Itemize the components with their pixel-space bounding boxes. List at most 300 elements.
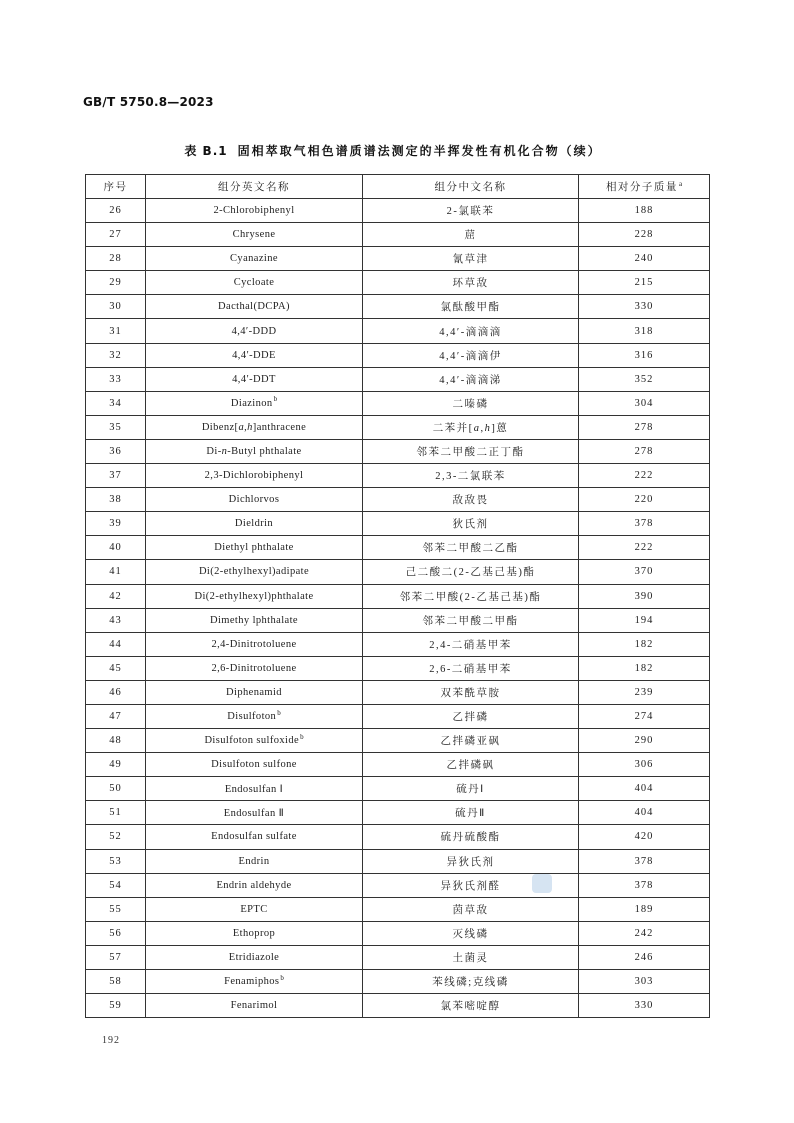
cell-text: 26 bbox=[109, 205, 122, 217]
table-row bbox=[86, 488, 710, 512]
cell-number bbox=[86, 391, 146, 415]
cell-chinese-name bbox=[363, 753, 579, 777]
cell-number bbox=[86, 295, 146, 319]
cell-text: Endrin aldehyde bbox=[216, 879, 292, 891]
cell-text: 330 bbox=[634, 301, 654, 313]
cell-text: 378 bbox=[634, 879, 654, 891]
cell-text: Cyanazine bbox=[230, 253, 278, 265]
column-header-label: 序号 bbox=[103, 182, 128, 193]
table-caption bbox=[85, 143, 701, 159]
cell-molecular-weight bbox=[579, 994, 710, 1018]
footnote-marker: b bbox=[300, 732, 304, 741]
watermark-logo bbox=[532, 874, 552, 893]
table-row bbox=[86, 608, 710, 632]
cell-text: 44 bbox=[109, 638, 122, 650]
text-segment: ]anthracene bbox=[252, 421, 307, 433]
cell-number bbox=[86, 343, 146, 367]
cell-text: 240 bbox=[634, 253, 654, 265]
cell-text: Endosulfan Ⅰ bbox=[224, 783, 284, 795]
text-segment: Di- bbox=[206, 445, 222, 457]
cell-text: Fenamiphos bbox=[224, 976, 280, 988]
cell-text: 邻苯二甲酸(2-乙基己基)酯 bbox=[399, 591, 542, 603]
cell-text: 2-氯联苯 bbox=[446, 206, 495, 218]
cell-number bbox=[86, 271, 146, 295]
cell-english-name bbox=[146, 488, 363, 512]
cell-chinese-name bbox=[363, 970, 579, 994]
cell-chinese-name bbox=[363, 391, 579, 415]
cell-chinese-name bbox=[363, 994, 579, 1018]
cell-number bbox=[86, 849, 146, 873]
column-header-label: 组分英文名称 bbox=[218, 182, 290, 193]
cell-text: 41 bbox=[109, 566, 122, 578]
cell-molecular-weight bbox=[579, 753, 710, 777]
cell-text: Diethyl phthalate bbox=[214, 542, 294, 554]
cell-chinese-name bbox=[363, 367, 579, 391]
cell-number bbox=[86, 897, 146, 921]
cell-number bbox=[86, 945, 146, 969]
table-row bbox=[86, 247, 710, 271]
table-row bbox=[86, 825, 710, 849]
cell-text: 4,4′-滴滴涕 bbox=[439, 374, 502, 386]
cell-molecular-weight bbox=[579, 343, 710, 367]
cell-text: Dacthal(DCPA) bbox=[218, 301, 290, 313]
cell-text: 189 bbox=[634, 903, 654, 915]
cell-chinese-name bbox=[363, 704, 579, 728]
cell-molecular-weight bbox=[579, 247, 710, 271]
cell-molecular-weight bbox=[579, 488, 710, 512]
table-row bbox=[86, 415, 710, 439]
cell-number bbox=[86, 656, 146, 680]
table-row bbox=[86, 439, 710, 463]
cell-english-name bbox=[146, 367, 363, 391]
cell-text: 242 bbox=[634, 927, 654, 939]
cell-english-name bbox=[146, 777, 363, 801]
cell-text: 404 bbox=[634, 807, 654, 819]
cell-text: 304 bbox=[634, 397, 654, 409]
cell-text: 邻苯二甲酸二乙酯 bbox=[422, 543, 519, 555]
table-caption-title: 固相萃取气相色谱质谱法测定的半挥发性有机化合物（续） bbox=[237, 144, 602, 158]
cell-number bbox=[86, 319, 146, 343]
table-row bbox=[86, 970, 710, 994]
cell-text: 390 bbox=[634, 590, 654, 602]
cell-chinese-name bbox=[363, 560, 579, 584]
cell-text: 36 bbox=[109, 445, 122, 457]
cell-molecular-weight bbox=[579, 608, 710, 632]
cell-molecular-weight bbox=[579, 439, 710, 463]
cell-number bbox=[86, 704, 146, 728]
cell-text: Endrin bbox=[238, 855, 270, 867]
cell-number bbox=[86, 801, 146, 825]
cell-text: 己二酸二(2-乙基己基)酯 bbox=[405, 567, 536, 579]
cell-number bbox=[86, 439, 146, 463]
cell-chinese-name bbox=[363, 680, 579, 704]
text-segment: h bbox=[247, 421, 253, 433]
cell-chinese-name bbox=[363, 223, 579, 247]
cell-text: 56 bbox=[109, 927, 122, 939]
cell-text: 2,4-二硝基甲苯 bbox=[429, 639, 512, 651]
cell-number bbox=[86, 994, 146, 1018]
cell-text: 29 bbox=[109, 277, 122, 289]
cell-number bbox=[86, 825, 146, 849]
column-header-english-name bbox=[146, 175, 363, 199]
cell-number bbox=[86, 247, 146, 271]
cell-chinese-name bbox=[363, 439, 579, 463]
cell-text: 敌敌畏 bbox=[452, 495, 489, 507]
cell-text: 246 bbox=[634, 951, 654, 963]
cell-text: 异狄氏剂醛 bbox=[440, 880, 501, 892]
cell-text: 茵草敌 bbox=[452, 904, 489, 916]
cell-text: 4,4′-滴滴滴 bbox=[439, 326, 502, 338]
cell-english-name bbox=[146, 584, 363, 608]
cell-english-name bbox=[146, 970, 363, 994]
table-row bbox=[86, 391, 710, 415]
text-segment: n bbox=[221, 445, 228, 457]
text-segment: , bbox=[244, 421, 248, 433]
cell-chinese-name bbox=[363, 897, 579, 921]
cell-text: 4,4′-DDD bbox=[231, 325, 277, 337]
cell-text: 182 bbox=[634, 638, 654, 650]
cell-text: Dimethy lphthalate bbox=[210, 614, 298, 626]
cell-chinese-name bbox=[363, 921, 579, 945]
text-segment: Dibenz[ bbox=[201, 421, 239, 433]
table-caption-label: 表 B.1 bbox=[184, 144, 228, 158]
table-row bbox=[86, 560, 710, 584]
cell-text: 2,3-二氯联苯 bbox=[435, 471, 506, 483]
cell-text: 40 bbox=[109, 542, 122, 554]
cell-number bbox=[86, 488, 146, 512]
cell-text: 55 bbox=[109, 903, 122, 915]
cell-text: 28 bbox=[109, 253, 122, 265]
cell-text: 59 bbox=[109, 1000, 122, 1012]
table-row bbox=[86, 921, 710, 945]
cell-text: Disulfoton sulfone bbox=[211, 759, 297, 771]
cell-number bbox=[86, 970, 146, 994]
cell-number bbox=[86, 777, 146, 801]
cell-text: 37 bbox=[109, 470, 122, 482]
cell-text: 环草敌 bbox=[452, 278, 489, 290]
cell-text: 278 bbox=[634, 421, 654, 433]
table-row bbox=[86, 343, 710, 367]
cell-number bbox=[86, 536, 146, 560]
cell-number bbox=[86, 560, 146, 584]
cell-text: 239 bbox=[634, 686, 654, 698]
table-body bbox=[86, 199, 710, 1018]
table-row bbox=[86, 729, 710, 753]
standard-code: GB/T 5750.8—2023 bbox=[83, 95, 214, 109]
cell-molecular-weight bbox=[579, 223, 710, 247]
cell-molecular-weight bbox=[579, 319, 710, 343]
cell-english-name bbox=[146, 391, 363, 415]
footnote-marker: b bbox=[273, 395, 278, 404]
table-row bbox=[86, 271, 710, 295]
cell-text: 氯苯嘧啶醇 bbox=[440, 1001, 501, 1013]
cell-text: 4,4′-DDT bbox=[232, 373, 276, 385]
cell-chinese-name bbox=[363, 271, 579, 295]
cell-text: 222 bbox=[634, 470, 654, 482]
cell-text: Disulfoton sulfoxide bbox=[204, 735, 300, 747]
cell-chinese-name bbox=[363, 199, 579, 223]
compound-table bbox=[85, 174, 710, 1018]
table-row bbox=[86, 680, 710, 704]
cell-chinese-name bbox=[363, 343, 579, 367]
cell-number bbox=[86, 512, 146, 536]
cell-text: 290 bbox=[634, 735, 654, 747]
cell-chinese-name bbox=[363, 488, 579, 512]
cell-text: 50 bbox=[109, 783, 122, 795]
cell-number bbox=[86, 632, 146, 656]
cell-text: Etridiazole bbox=[228, 951, 280, 963]
cell-text: Endosulfan Ⅱ bbox=[223, 807, 285, 819]
cell-text: 215 bbox=[634, 277, 654, 289]
cell-molecular-weight bbox=[579, 729, 710, 753]
cell-text: Chrysene bbox=[232, 229, 276, 241]
text-segment: a bbox=[238, 421, 245, 433]
cell-text: 氯酞酸甲酯 bbox=[440, 302, 501, 314]
cell-english-name bbox=[146, 295, 363, 319]
cell-text: 灭线磷 bbox=[452, 928, 489, 940]
cell-text: 352 bbox=[634, 373, 654, 385]
cell-english-name bbox=[146, 849, 363, 873]
cell-number bbox=[86, 415, 146, 439]
cell-text: 57 bbox=[109, 951, 122, 963]
cell-text: 378 bbox=[634, 855, 654, 867]
cell-molecular-weight bbox=[579, 897, 710, 921]
table-row bbox=[86, 994, 710, 1018]
cell-text: Dichlorvos bbox=[228, 494, 280, 506]
cell-english-name bbox=[146, 343, 363, 367]
cell-text: 硫丹Ⅱ bbox=[455, 808, 486, 820]
cell-english-name bbox=[146, 247, 363, 271]
footnote-marker: a bbox=[678, 179, 683, 188]
cell-text: 氰草津 bbox=[452, 254, 489, 266]
cell-text: 48 bbox=[109, 735, 122, 747]
cell-chinese-name bbox=[363, 801, 579, 825]
cell-english-name bbox=[146, 680, 363, 704]
cell-molecular-weight bbox=[579, 560, 710, 584]
cell-text: 38 bbox=[109, 494, 122, 506]
cell-text: 30 bbox=[109, 301, 122, 313]
cell-english-name bbox=[146, 825, 363, 849]
table-row bbox=[86, 753, 710, 777]
cell-text: 278 bbox=[634, 445, 654, 457]
cell-text: 52 bbox=[109, 831, 122, 843]
cell-english-name bbox=[146, 464, 363, 488]
cell-english-name bbox=[146, 897, 363, 921]
cell-text: 2,4-Dinitrotoluene bbox=[211, 638, 297, 650]
cell-molecular-weight bbox=[579, 970, 710, 994]
cell-text: 乙拌磷 bbox=[452, 712, 489, 724]
cell-text: 33 bbox=[109, 373, 122, 385]
cell-text: 188 bbox=[634, 205, 654, 217]
table-row bbox=[86, 777, 710, 801]
cell-english-name bbox=[146, 729, 363, 753]
cell-english-name bbox=[146, 921, 363, 945]
cell-english-name bbox=[146, 199, 363, 223]
cell-molecular-weight bbox=[579, 391, 710, 415]
text-segment: h bbox=[484, 422, 492, 434]
table-row bbox=[86, 632, 710, 656]
cell-molecular-weight bbox=[579, 415, 710, 439]
cell-molecular-weight bbox=[579, 199, 710, 223]
column-header-molecular-weight bbox=[579, 175, 710, 199]
cell-molecular-weight bbox=[579, 464, 710, 488]
cell-text: 222 bbox=[634, 542, 654, 554]
cell-text: 2,6-Dinitrotoluene bbox=[211, 662, 297, 674]
cell-number bbox=[86, 608, 146, 632]
table-row bbox=[86, 464, 710, 488]
column-header-chinese-name bbox=[363, 175, 579, 199]
cell-text: 46 bbox=[109, 686, 122, 698]
cell-text: 32 bbox=[109, 349, 122, 361]
cell-text: 43 bbox=[109, 614, 122, 626]
cell-number bbox=[86, 464, 146, 488]
footnote-marker: b bbox=[277, 708, 281, 717]
cell-english-name bbox=[146, 536, 363, 560]
cell-text: 34 bbox=[109, 397, 122, 409]
cell-text: 乙拌磷砜 bbox=[446, 760, 495, 772]
cell-chinese-name bbox=[363, 319, 579, 343]
cell-text: 狄氏剂 bbox=[452, 519, 489, 531]
cell-text: 274 bbox=[634, 711, 654, 723]
cell-text: 䓛 bbox=[464, 230, 477, 242]
cell-text: 42 bbox=[109, 590, 122, 602]
cell-text: 53 bbox=[109, 855, 122, 867]
cell-text: 420 bbox=[634, 831, 654, 843]
cell-molecular-weight bbox=[579, 680, 710, 704]
cell-molecular-weight bbox=[579, 777, 710, 801]
cell-english-name bbox=[146, 753, 363, 777]
cell-text: 306 bbox=[634, 759, 654, 771]
cell-chinese-name bbox=[363, 295, 579, 319]
text-segment: ]蒽 bbox=[491, 422, 509, 434]
table-row bbox=[86, 319, 710, 343]
cell-text: 31 bbox=[109, 325, 122, 337]
table-row bbox=[86, 536, 710, 560]
cell-text: 2-Chlorobiphenyl bbox=[213, 205, 295, 217]
cell-molecular-weight bbox=[579, 367, 710, 391]
column-header-label: 组分中文名称 bbox=[434, 182, 507, 193]
cell-text: 苯线磷;克线磷 bbox=[432, 977, 509, 989]
text-segment: a bbox=[473, 422, 481, 434]
cell-molecular-weight bbox=[579, 945, 710, 969]
table-row bbox=[86, 367, 710, 391]
cell-chinese-name bbox=[363, 945, 579, 969]
cell-text: 404 bbox=[634, 783, 654, 795]
cell-text: 194 bbox=[634, 614, 654, 626]
cell-text: 182 bbox=[634, 662, 654, 674]
cell-text: Diphenamid bbox=[226, 686, 282, 698]
cell-text: 4,4′-滴滴伊 bbox=[439, 350, 502, 362]
cell-text: 35 bbox=[109, 421, 122, 433]
cell-text: 异狄氏剂 bbox=[446, 856, 495, 868]
cell-text: 47 bbox=[109, 711, 122, 723]
cell-text: 58 bbox=[109, 976, 122, 988]
cell-text: Di(2-ethylhexyl)phthalate bbox=[194, 590, 314, 602]
cell-text: Ethoprop bbox=[232, 927, 276, 939]
cell-english-name bbox=[146, 512, 363, 536]
cell-molecular-weight bbox=[579, 656, 710, 680]
table-row bbox=[86, 584, 710, 608]
cell-text: Diazinon bbox=[230, 397, 273, 409]
cell-chinese-name bbox=[363, 825, 579, 849]
cell-text: 330 bbox=[634, 1000, 654, 1012]
table-row bbox=[86, 199, 710, 223]
cell-text: 45 bbox=[109, 662, 122, 674]
cell-number bbox=[86, 199, 146, 223]
cell-number bbox=[86, 367, 146, 391]
cell-text: 370 bbox=[634, 566, 654, 578]
cell-text: 318 bbox=[634, 325, 654, 337]
cell-chinese-name bbox=[363, 464, 579, 488]
cell-english-name bbox=[146, 560, 363, 584]
column-header-number bbox=[86, 175, 146, 199]
cell-english-name bbox=[146, 994, 363, 1018]
cell-molecular-weight bbox=[579, 271, 710, 295]
page-number: 192 bbox=[102, 1035, 120, 1046]
table-row bbox=[86, 801, 710, 825]
cell-molecular-weight bbox=[579, 849, 710, 873]
table-row bbox=[86, 849, 710, 873]
cell-molecular-weight bbox=[579, 536, 710, 560]
table-row bbox=[86, 295, 710, 319]
cell-english-name bbox=[146, 608, 363, 632]
cell-text: 51 bbox=[109, 807, 122, 819]
cell-chinese-name bbox=[363, 512, 579, 536]
cell-english-name bbox=[146, 945, 363, 969]
cell-english-name bbox=[146, 632, 363, 656]
cell-text: 220 bbox=[634, 494, 654, 506]
cell-text: Dieldrin bbox=[234, 518, 274, 530]
cell-text: 303 bbox=[634, 976, 654, 988]
footnote-marker: b bbox=[280, 973, 284, 982]
cell-chinese-name bbox=[363, 656, 579, 680]
cell-chinese-name bbox=[363, 729, 579, 753]
cell-text: 双苯酰草胺 bbox=[440, 687, 501, 699]
cell-text: 39 bbox=[109, 518, 122, 530]
cell-molecular-weight bbox=[579, 825, 710, 849]
cell-text: 土菌灵 bbox=[452, 952, 489, 964]
cell-text: 316 bbox=[634, 349, 654, 361]
cell-text: 4,4′-DDE bbox=[232, 349, 276, 361]
cell-text: 228 bbox=[634, 229, 654, 241]
cell-text: 乙拌磷亚砜 bbox=[440, 736, 501, 748]
cell-chinese-name bbox=[363, 608, 579, 632]
table-row bbox=[86, 945, 710, 969]
table-header-row bbox=[86, 175, 710, 199]
cell-text: 二嗪磷 bbox=[452, 398, 489, 410]
cell-text: 49 bbox=[109, 759, 122, 771]
table-row bbox=[86, 656, 710, 680]
cell-english-name bbox=[146, 704, 363, 728]
cell-molecular-weight bbox=[579, 512, 710, 536]
cell-number bbox=[86, 680, 146, 704]
cell-molecular-weight bbox=[579, 921, 710, 945]
cell-number bbox=[86, 584, 146, 608]
cell-chinese-name bbox=[363, 849, 579, 873]
text-segment: 二苯并[ bbox=[432, 422, 474, 434]
cell-chinese-name bbox=[363, 777, 579, 801]
cell-english-name bbox=[146, 656, 363, 680]
table-row bbox=[86, 897, 710, 921]
cell-molecular-weight bbox=[579, 873, 710, 897]
table-row bbox=[86, 704, 710, 728]
cell-text: 2,6-二硝基甲苯 bbox=[429, 663, 512, 675]
cell-number bbox=[86, 729, 146, 753]
cell-text: 54 bbox=[109, 879, 122, 891]
cell-molecular-weight bbox=[579, 801, 710, 825]
cell-text: Disulfoton bbox=[227, 711, 277, 723]
cell-molecular-weight bbox=[579, 584, 710, 608]
